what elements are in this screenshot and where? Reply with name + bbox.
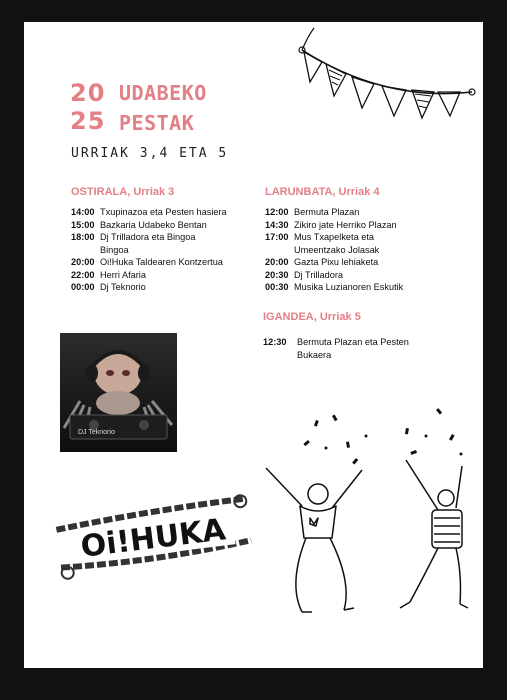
festival-dates: URRIAK 3,4 ETA 5 — [71, 146, 229, 161]
schedule-friday — [71, 206, 227, 294]
schedule-row: 20:00 Oi!Huka Taldearen Kontzertua — [71, 257, 223, 267]
schedule-row: 22:00 Herri Afaria — [71, 269, 146, 280]
schedule-row: 00:00 Dj Teknorio — [71, 282, 146, 292]
schedule-saturday — [265, 206, 414, 294]
year-top: 20 — [70, 79, 106, 107]
schedule-row: 17:00 Mus Txapelketa eta Umeentzako Jolasak — [265, 232, 380, 255]
schedule-row: 00:30 Musika Luzianoren Eskutik — [265, 282, 404, 292]
schedule-sunday — [263, 336, 427, 361]
dancing-people-illustration — [256, 406, 481, 618]
event-poster — [24, 22, 483, 668]
schedule-row: 12:30 Bermuta Plazan eta Pesten Bukaera — [263, 337, 409, 360]
schedule-row: 15:00 Bazkaria Udabeko Bentan — [71, 219, 207, 230]
dj-teknorio-image — [60, 333, 177, 452]
schedule-row: 14:00 Txupinazoa eta Pesten hasiera — [71, 207, 227, 217]
schedule-row: 14:30 Zikiro jate Herriko Plazan — [265, 219, 397, 230]
title-line-2: PESTAK — [119, 111, 195, 135]
dj-label: DJ Teknorio — [78, 429, 115, 436]
band-logo-text: Oi!HUKA — [78, 512, 228, 565]
schedule-row: 20:30 Dj Trilladora — [265, 269, 344, 280]
band-logo — [54, 492, 254, 582]
schedule-row: 12:00 Bermuta Plazan — [265, 207, 360, 217]
bunting-decoration — [294, 22, 483, 147]
title-line-1: UDABEKO — [119, 81, 207, 105]
day-heading-sunday: IGANDEA, Urriak 5 — [263, 311, 361, 323]
day-heading-friday: OSTIRALA, Urriak 3 — [71, 186, 175, 198]
day-heading-saturday: LARUNBATA, Urriak 4 — [265, 186, 380, 198]
schedule-row: 20:00 Gazta Pixu lehiaketa — [265, 257, 379, 267]
year-bottom: 25 — [70, 107, 106, 135]
schedule-row: 18:00 Dj Trilladora eta Bingoa Bingoa — [71, 232, 196, 255]
